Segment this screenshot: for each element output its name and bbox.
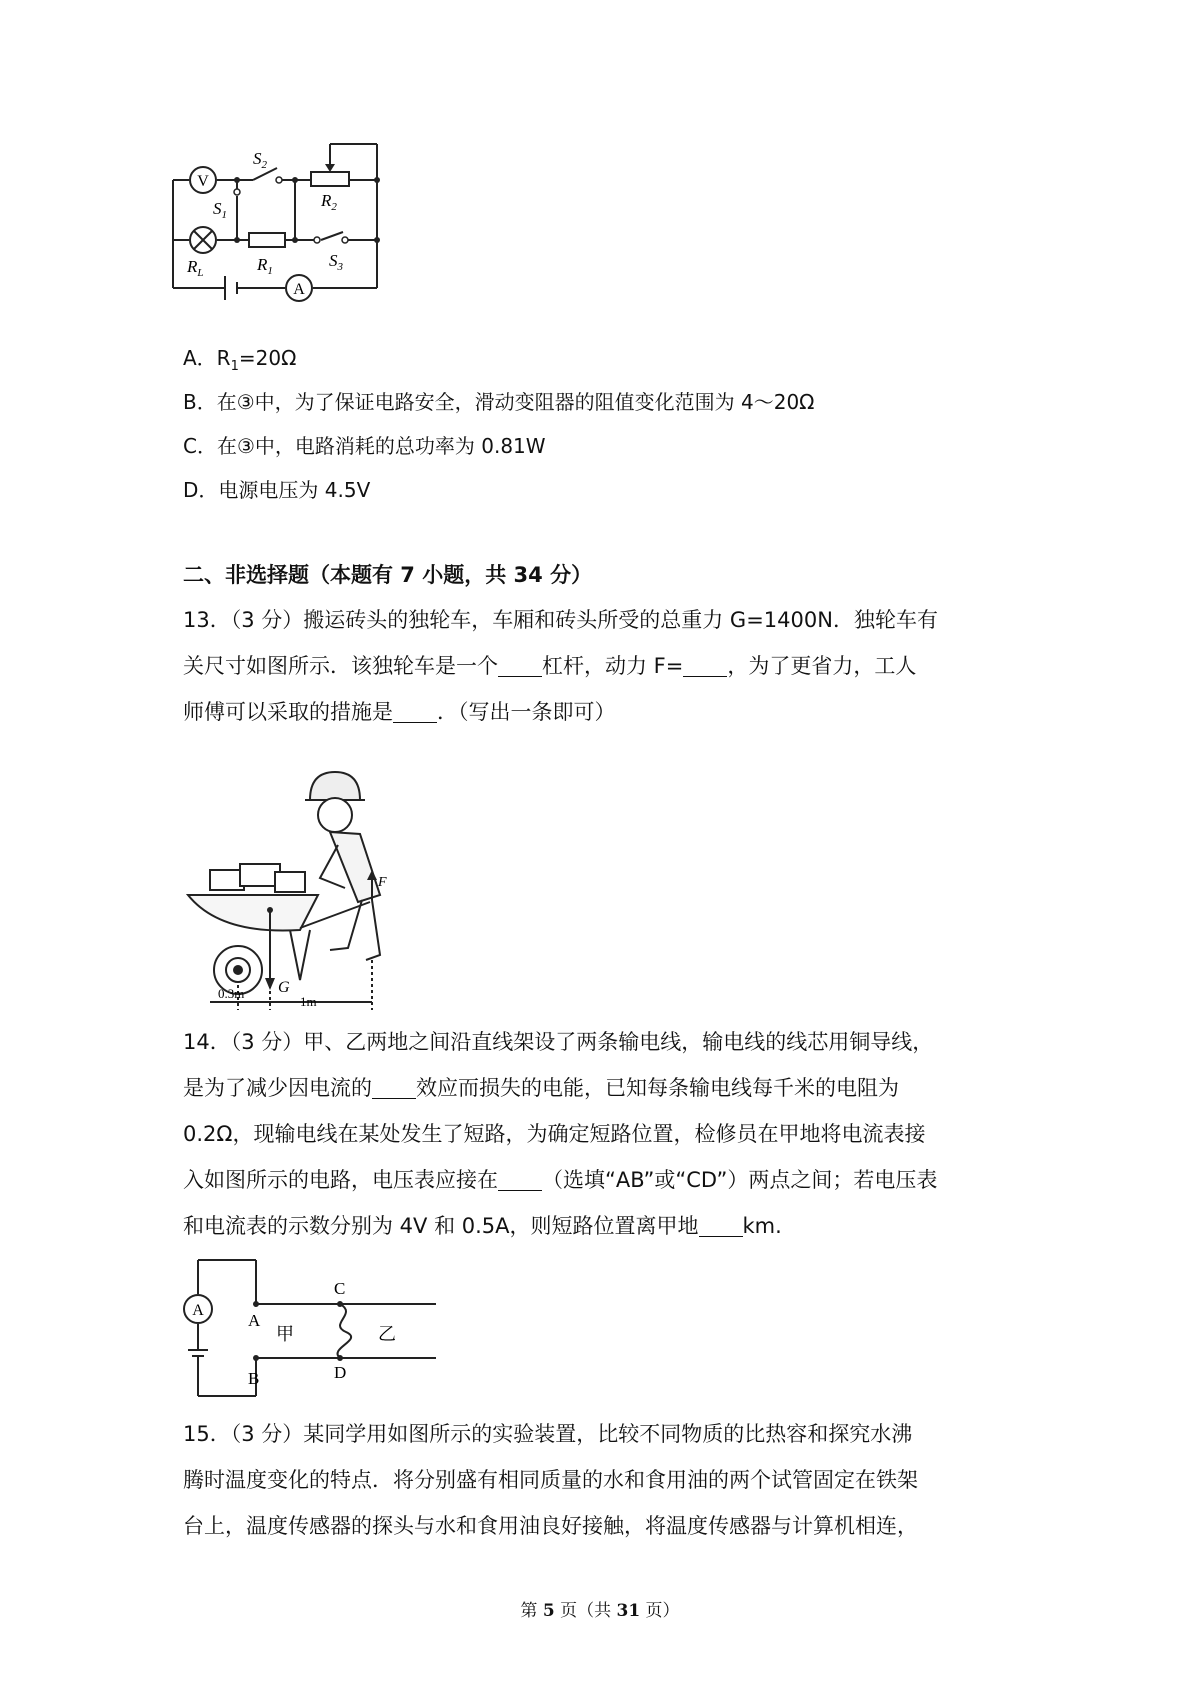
point-b-label: B [248, 1369, 260, 1388]
option-a: A．$R_1=20\Omega$ [183, 346, 297, 374]
location-yi-label: 乙 [378, 1324, 396, 1344]
r2-label: $R_2$ [321, 191, 337, 213]
answer-blank[interactable] [372, 1076, 416, 1099]
wheelbarrow-figure [180, 760, 420, 1010]
section-heading: 二、非选择题（本题有 7 小题，共 34 分） [183, 563, 593, 587]
answer-blank[interactable] [498, 654, 542, 677]
q13-line-2: 关尺寸如图所示．该独轮车是一个 杠杆，动力 F= ，为了更省力，工人 [183, 654, 917, 678]
point-c-label: C [334, 1279, 346, 1298]
r1-label: $R_1$ [257, 255, 273, 277]
transmission-line-figure [178, 1254, 438, 1404]
q13-line-3: 师傅可以采取的措施是 ．（写出一条即可） [183, 700, 616, 724]
location-jia-label: 甲 [276, 1324, 294, 1344]
q14-line-1: 14．（3 分）甲、乙两地之间沿直线架设了两条输电线，输电线的线芯用铜导线， [183, 1030, 934, 1054]
option-c: C．在③中，电路消耗的总功率为 0.81W [183, 434, 546, 458]
rl-label: $R_L$ [187, 257, 204, 279]
s3-label: $S_3$ [329, 251, 343, 273]
page-footer: 第 5 页（共 31 页） [520, 1601, 680, 1621]
q15-line-2: 腾时温度变化的特点．将分别盛有相同质量的水和食用油的两个试管固定在铁架 [183, 1468, 918, 1492]
dim-small-label: 0.3m [218, 986, 245, 1001]
point-a-label: A [248, 1311, 261, 1330]
q14-line-4: 入如图所示的电路，电压表应接在 （选填“AB”或“CD”）两点之间；若电压表 [183, 1168, 938, 1192]
ammeter-label: A [192, 1302, 204, 1319]
ammeter-label: A [293, 281, 305, 298]
circuit-diagram-figure [165, 140, 395, 305]
option-b: B．在③中，为了保证电路安全，滑动变阻器的阻值变化范围为 4～20Ω [183, 390, 815, 414]
q14-line-3: 0.2Ω，现输电线在某处发生了短路，为确定短路位置，检修员在甲地将电流表接 [183, 1122, 926, 1146]
answer-blank[interactable] [498, 1168, 542, 1191]
answer-blank[interactable] [699, 1214, 743, 1237]
total-pages-number: 31 [616, 1601, 641, 1621]
voltmeter-label: V [197, 173, 209, 190]
q13-line-1: 13．（3 分）搬运砖头的独轮车，车厢和砖头所受的总重力 G=1400N．独轮车有 [183, 608, 938, 632]
q14-line-2: 是为了减少因电流的 效应而损失的电能，已知每条输电线每千米的电阻为 [183, 1076, 899, 1100]
q14-line-5: 和电流表的示数分别为 4V 和 0.5A，则短路位置离甲地 km. [183, 1214, 782, 1238]
answer-blank[interactable] [393, 700, 437, 723]
force-label: F [378, 875, 387, 890]
q15-line-3: 台上，温度传感器的探头与水和食用油良好接触，将温度传感器与计算机相连， [183, 1514, 918, 1538]
option-d: D．电源电压为 4.5V [183, 478, 371, 502]
point-d-label: D [334, 1363, 347, 1382]
weight-label: G [278, 979, 290, 996]
q15-line-1: 15．（3 分）某同学用如图所示的实验装置，比较不同物质的比热容和探究水沸 [183, 1422, 913, 1446]
current-page-number: 5 [542, 1601, 555, 1621]
answer-blank[interactable] [683, 654, 727, 677]
s1-label: $S_1$ [213, 199, 227, 221]
dim-large-label: 1m [300, 994, 317, 1009]
s2-label: $S_2$ [253, 149, 267, 171]
